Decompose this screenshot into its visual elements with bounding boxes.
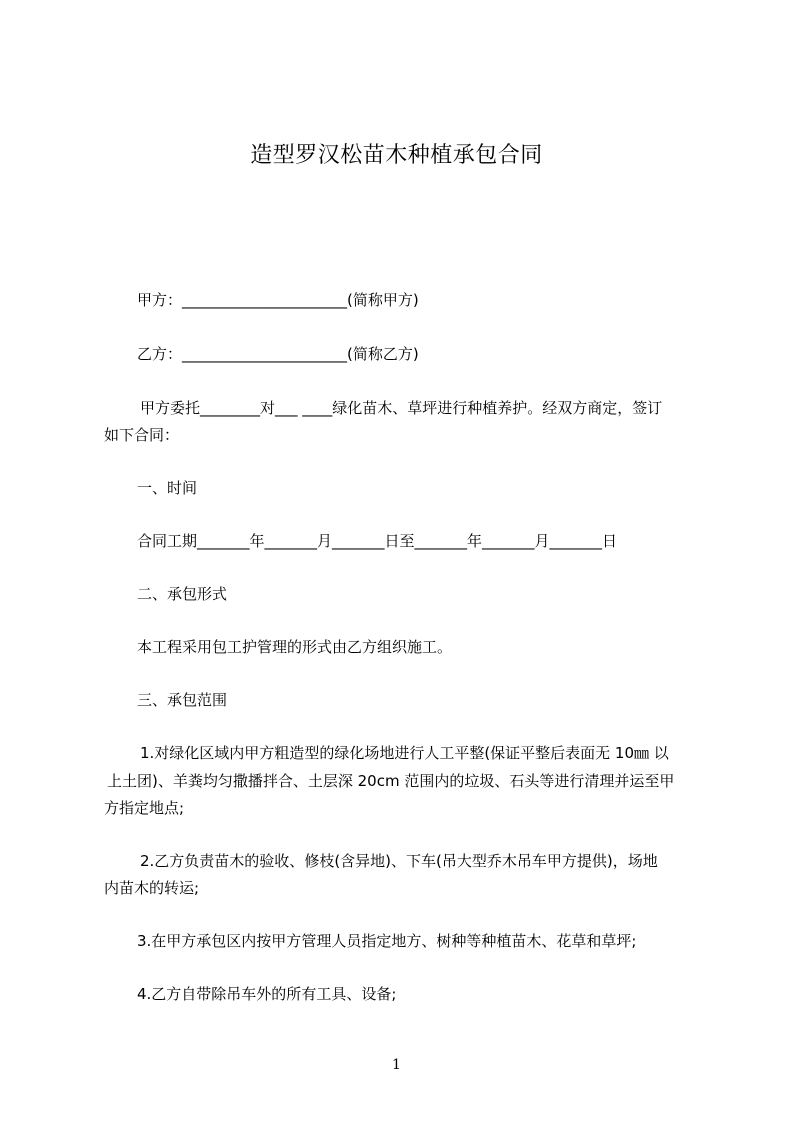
intro-line-1: 甲方委托________对___ ____绿化苗木、草坪进行种植养护。经双方商定，签订 xyxy=(140,399,663,417)
section-2-heading: 二、承包形式 xyxy=(137,585,228,603)
item-1-line-1: 1.对绿化区域内甲方粗造型的绿化场地进行人工平整(保证平整后表面无 10㎜ 以 xyxy=(140,744,669,762)
document-title: 造型罗汉松苗木种植承包合同 xyxy=(250,143,543,168)
section-1-heading: 一、时间 xyxy=(137,479,198,497)
item-4-line: 4.乙方自带除吊车外的所有工具、设备; xyxy=(137,985,397,1003)
item-2-line-1: 2.乙方负责苗木的验收、修枝(含异地)、下车(吊大型乔木吊车甲方提供)，场地 xyxy=(140,852,658,870)
item-1-line-2: 上土团)、羊粪均匀撒播拌合、土层深 20cm 范围内的垃圾、石头等进行清理并运至甲 xyxy=(107,772,675,790)
item-1-line-3: 方指定地点; xyxy=(104,799,185,817)
item-2-line-2: 内苗木的转运; xyxy=(104,879,200,897)
party-b-line: 乙方：______________________(简称乙方) xyxy=(137,345,419,363)
contract-period-line: 合同工期_______年_______月_______日至_______年_______月_______日 xyxy=(137,532,618,550)
page-number: 1 xyxy=(392,1057,401,1073)
party-a-line: 甲方：______________________(简称甲方) xyxy=(137,291,419,309)
contract-form-line: 本工程采用包工护管理的形式由乙方组织施工。 xyxy=(137,638,453,656)
item-3-line: 3.在甲方承包区内按甲方管理人员指定地方、树种等种植苗木、花草和草坪; xyxy=(137,932,637,950)
intro-line-2: 如下合同： xyxy=(104,426,180,444)
section-3-heading: 三、承包范围 xyxy=(137,691,228,709)
